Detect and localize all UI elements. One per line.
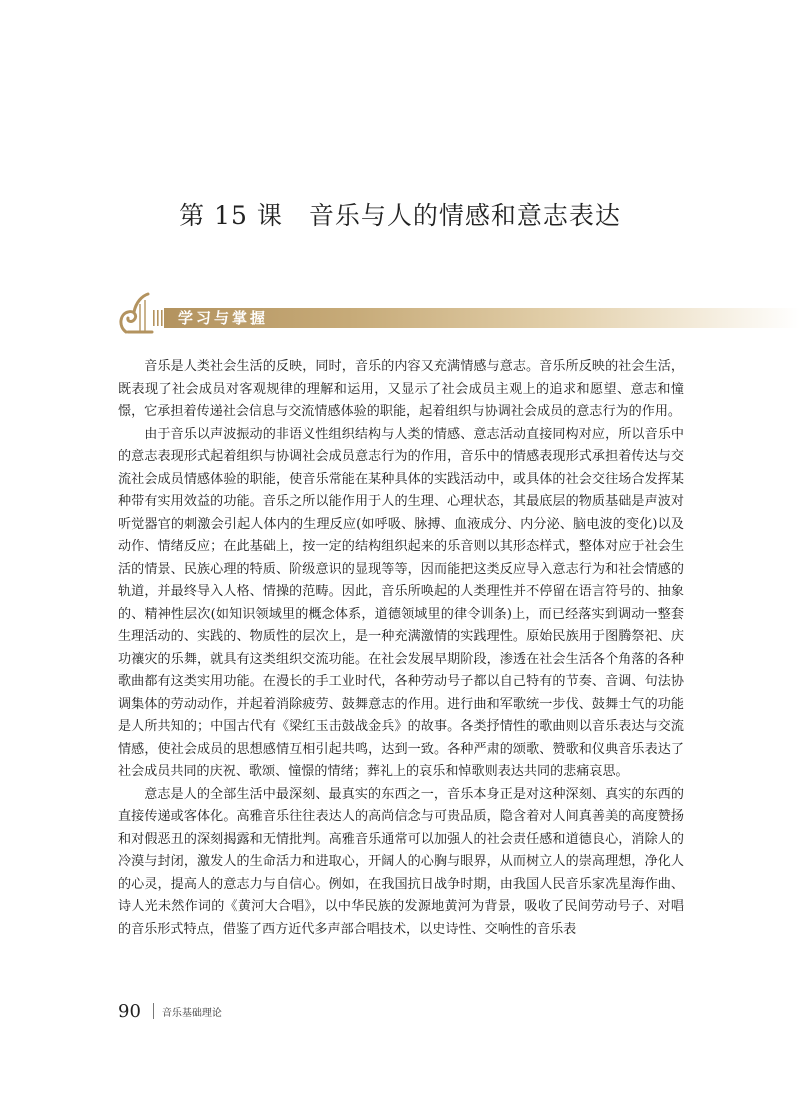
page-number: 90	[118, 1000, 141, 1022]
paragraph: 意志是人的全部生活中最深刻、最真实的东西之一，音乐本身正是对这种深刻、真实的东西的直接传递或客体化。高雅音乐往往表达人的高尚信念与可贵品质，隐含着对人间真善美的高度赞扬和对假恶丑的深刻揭露和无情批判。高雅音乐通常可以加强人的社会责任感和道德良心，消除人的冷漠与封闭，激发人的生命活力和进取心，开阔人的心胸与眼界，从而树立人的崇高理想，净化人的心灵，提高人的意志力与自信心。例如，在我国抗日战争时期，由我国人民音乐家冼星海作曲、诗人光未然作词的《黄河大合唱》，以中华民族的发源地黄河为背景，吸收了民间劳动号子、对唱的音乐形式特点，借鉴了西方近代多声部合唱技术，以史诗性、交响性的音乐表	[118, 786, 684, 937]
page-footer	[118, 1000, 222, 1022]
body-text	[118, 356, 684, 941]
chapter-heading	[0, 196, 800, 232]
paragraph: 由于音乐以声波振动的非语义性组织结构与人类的情感、意志活动直接同构对应，所以音乐中的意志表现形式起着组织与协调社会成员意志行为的作用，音乐中的情感表现形式承担着传达与交流社会成员情感体验的职能，使音乐常能在某种具体的实践活动中，或具体的社会交往场合发挥某种带有实用效益的功能。音乐之所以能作用于人的生理、心理状态，其最底层的物质基础是声波对听觉器官的刺激会引起人体内的生理反应(如呼吸、脉搏、血液成分、内分泌、脑电波的变化)以及动作、情绪反应；在此基础上，按一定的结构组织起来的乐音则以其形态样式，整体对应于社会生活的情景、民族心理的特质、阶级意识的显现等等，因而能把这类反应导入意志行为和社会情感的轨道，并最终导入人格、情操的范畴。因此，音乐所唤起的人类理性并不停留在语言符号的、抽象的、精神性层次(如知识领域里的概念体系，道德领域里的律令训条)上，而已经落实到调动一整套生理活动的、实践的、物质性的层次上，是一种充满激情的实践理性。原始民族用于图腾祭祀、庆功禳灾的乐舞，就具有这类组织交流功能。在社会发展早期阶段，渗透在社会生活各个角落的各种歌曲都有这类实用功能。在漫长的手工业时代，各种劳动号子都以自己特有的节奏、音调、句法协调集体的劳动动作，并起着消除疲劳、鼓舞意志的作用。进行曲和军歌统一步伐、鼓舞士气的功能是人所共知的；中国古代有《梁红玉击鼓战金兵》的故事。各类抒情性的歌曲则以音乐表达与交流情感，使社会成员的思想感情互相引起共鸣，达到一致。各种严肃的颂歌、赞歌和仪典音乐表达了社会成员共同的庆祝、歌颂、憧憬的情绪；葬礼上的哀乐和悼歌则表达共同的悲痛哀思。	[118, 426, 684, 779]
paragraph: 音乐是人类社会生活的反映，同时，音乐的内容又充满情感与意志。音乐所反映的社会生活，既表现了社会成员对客观规律的理解和运用，又显示了社会成员主观上的追求和愿望、意志和憧憬，它承担着传递社会信息与交流情感体验的职能，起着组织与协调社会成员的意志行为的作用。	[118, 359, 684, 419]
section-banner	[118, 292, 800, 334]
section-label: 学习与掌握	[178, 309, 269, 327]
footer-divider	[153, 1003, 154, 1019]
chapter-title: 音乐与人的情感和意志表达	[308, 201, 621, 230]
chapter-number: 第 15 课	[179, 201, 283, 230]
book-title: 音乐基础理论	[161, 1007, 222, 1019]
